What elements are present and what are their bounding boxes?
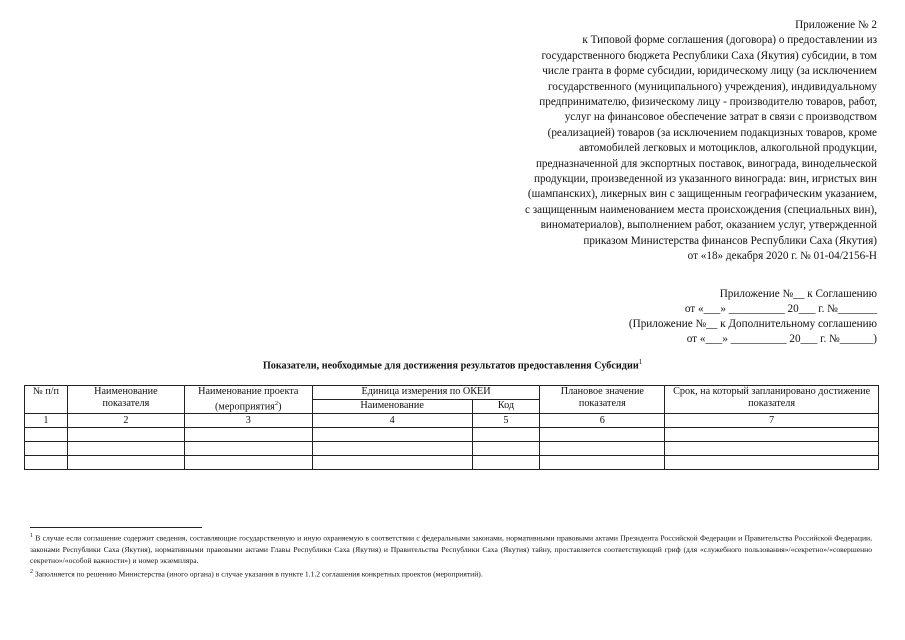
column-number: 2 [67,414,184,428]
table-cell [312,428,472,442]
header-unit-name: Наименование [312,400,472,414]
table-cell [665,428,879,442]
column-number: 7 [665,414,879,428]
table-cell [540,442,665,456]
appendix-title: Приложение № 2 [795,19,877,31]
agreement-ref-line: от «___» __________ 20___ г. №______) [686,333,877,345]
header-line: с защищенным наименованием места происхождения (специальных вин), [524,203,877,216]
agreement-ref-line: (Приложение №__ к Дополнительному соглашению [628,318,877,330]
column-number: 1 [25,414,68,428]
header-line: виноматериалов), выполнением работ, оказанием услуг, утвержденной [540,219,877,232]
table-cell [25,428,68,442]
header-project-name-text: Наименование проекта (мероприятия [198,386,299,413]
header-line: услуг на финансовое обеспечение затрат в связи с производством [564,111,877,124]
column-number: 3 [184,414,312,428]
footnote-marker: 2 [274,400,279,407]
indicators-table [24,385,879,470]
table-row [25,442,879,456]
table-cell [665,456,879,470]
footnote-divider [30,527,202,528]
table-cell [184,428,312,442]
header-line: государственного (муниципального) учреждения), индивидуальному [548,80,877,93]
header-line: продукции, произведенной из указанного винограда: вин, игристых вин [533,173,877,186]
table-cell [312,456,472,470]
column-number-row [25,414,879,428]
footnote-1 [30,531,872,566]
header-line: предназначенной для экспортных поставок, винограда, винодельческой [535,157,877,170]
footnote-mark: 1 [30,533,33,539]
table-cell [67,428,184,442]
header-num: № п/п [25,386,68,414]
table-title-text: Показатели, необходимые для достижения результатов предоставления Субсидии [262,360,639,372]
table-cell [25,442,68,456]
header-indicator-name: Наименование показателя [67,386,184,414]
footnote-mark: 2 [30,569,33,576]
header-unit: Единица измерения по ОКЕИ [312,386,540,400]
table-cell [472,442,540,456]
table-cell [665,442,879,456]
header-line: (шампанских), ликерных вин с защищенным географическим указанием, [527,188,877,201]
appendix-header [447,18,877,265]
table-cell [540,456,665,470]
agreement-ref-line: Приложение №__ к Соглашению [719,288,877,300]
table-cell [312,442,472,456]
footnote-marker: 1 [638,358,643,366]
header-line: от «18» декабря 2020 г. № 01-04/2156-Н [687,250,877,263]
header-line: числе гранта в форме субсидии, юридическому лицу (за исключением [542,65,877,78]
table-cell [67,456,184,470]
footnote-text: В случае если соглашение содержит сведения, составляющие государственную и иную охраняемую в соответствии с федеральными законами, нормативными правовыми актами Президента Российской Федерации и Правительства Российской Федерации, законами Республики Саха (Якутия), нормативными правовыми актами Главы Республики Саха (Якутия) и Правительства Республики Саха (Якутия) тайну, проставляется соответствующий гриф (для «служебного пользования»/«секретно»/«совершенно секретно»/«особой важности») и номер экземпляра. [30,533,872,566]
header-project-name [184,386,312,414]
header-line: к Типовой форме соглашения (договора) о предоставлении из [582,34,877,47]
table-row [25,456,879,470]
table-title [0,358,905,371]
footnote-2 [30,567,872,580]
table-row [25,428,879,442]
footnote-text: Заполняется по решению Министерства (иного органа) в случае указания в пункте 1.1.2 соглашения конкретных проектов (мероприятий). [33,569,483,579]
header-line: государственного бюджета Республики Саха (Якутия) субсидии, в том [541,49,877,62]
header-unit-code: Код [472,400,540,414]
header-line: приказом Министерства финансов Республики Саха (Якутия) [583,234,877,247]
table-cell [67,442,184,456]
agreement-reference [547,287,877,347]
table-cell [540,428,665,442]
header-line: предпринимателю, физическому лицу - производителю товаров, работ, [539,96,877,109]
header-planned-value: Плановое значение показателя [540,386,665,414]
header-project-name-close: ) [278,401,282,413]
header-line: автомобилей легковых и мотоциклов, алкогольной продукции, [579,142,877,155]
agreement-ref-line: от «___» __________ 20___ г. №_______ [684,303,877,315]
column-number: 6 [540,414,665,428]
table-cell [472,456,540,470]
header-line: (реализацией) товаров (за исключением подакцизных товаров, кроме [547,126,877,139]
column-number: 5 [472,414,540,428]
column-number: 4 [312,414,472,428]
table-cell [184,456,312,470]
table-cell [184,442,312,456]
table-cell [472,428,540,442]
header-deadline: Срок, на который запланировано достижение показателя [665,386,879,414]
table-cell [25,456,68,470]
footnotes [30,531,872,581]
